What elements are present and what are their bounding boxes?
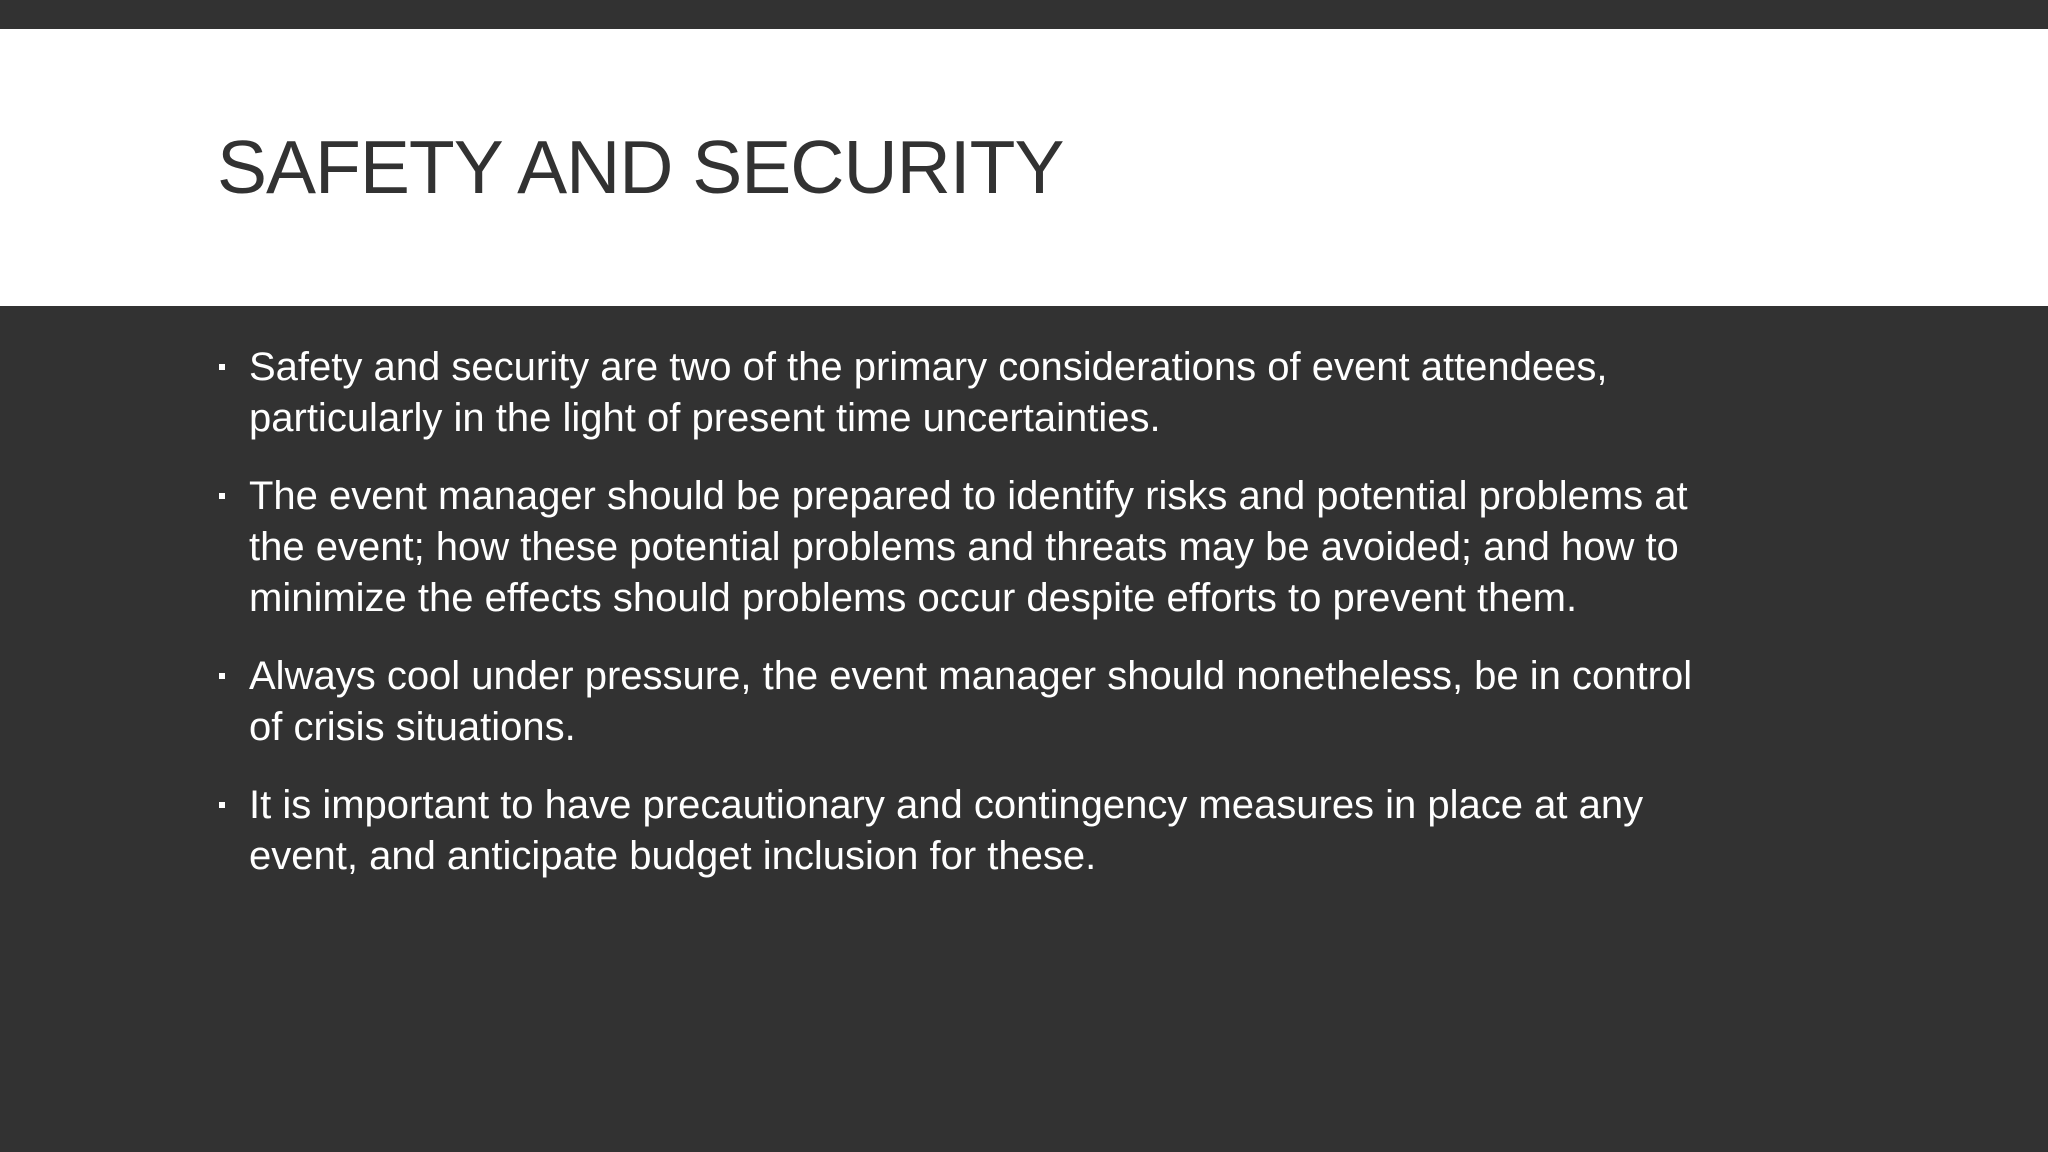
bullet-list bbox=[217, 342, 1837, 909]
bullet-text-line: particularly in the light of present time uncertainties. bbox=[249, 396, 1161, 440]
bullet-text-line: minimize the effects should problems occur despite efforts to prevent them. bbox=[249, 576, 1578, 620]
bullet-text-line: Safety and security are two of the primary considerations of event attendees, bbox=[249, 345, 1608, 389]
bullet-text-line: the event; how these potential problems and threats may be avoided; and how to bbox=[249, 525, 1679, 569]
square-bullet-icon bbox=[219, 802, 225, 808]
bullet-text-line: It is important to have precautionary and contingency measures in place at any bbox=[249, 783, 1644, 827]
bullet-text-line: event, and anticipate budget inclusion for these. bbox=[249, 834, 1097, 878]
bullet-item bbox=[217, 651, 1837, 753]
bullet-text-line: The event manager should be prepared to identify risks and potential problems at bbox=[249, 474, 1688, 518]
square-bullet-icon bbox=[219, 364, 225, 370]
bullet-item bbox=[217, 471, 1837, 624]
bullet-text-line: of crisis situations. bbox=[249, 705, 576, 749]
bullet-text-line: Always cool under pressure, the event manager should nonetheless, be in control bbox=[249, 654, 1693, 698]
square-bullet-icon bbox=[219, 493, 225, 499]
bullet-item bbox=[217, 780, 1837, 882]
slide-title: SAFETY AND SECURITY bbox=[217, 125, 1064, 209]
square-bullet-icon bbox=[219, 673, 225, 679]
bullet-item bbox=[217, 342, 1837, 444]
